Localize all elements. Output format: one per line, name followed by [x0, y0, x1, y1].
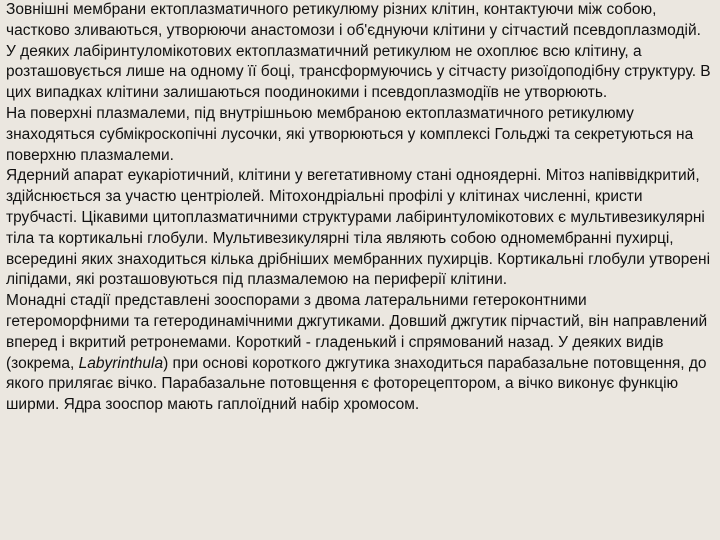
genus-name-italic: Labyrinthula — [78, 354, 164, 372]
paragraph-2: На поверхні плазмалеми, під внутрішньою мембраною ектоплазматичного ретикулюму знаходяться субмікроскопічні лусочки, які утворюються у комплексі Гольджі та секретуються на поверхню плазмалеми. — [6, 104, 694, 164]
paragraph-1: Зовнішні мембрани ектоплазматичного ретикулюму різних клітин, контактуючи між собою, частково зливаються, утворюючи анастомози і об'єднуючи клітини у сітчастий псевдоплазмодій. У деяких лабіринтуломікотових ектоплазматичний ретикулюм не охоплює всю клітину, а розташовується лише на одному її боці, трансформуючись у сітчасту ризоїдоподібну структуру. В цих випадках клітини залишаються поодинокими і псевдоплазмодіїв не утворюють. — [6, 1, 711, 102]
body-text-block — [6, 0, 712, 416]
paragraph-4-start: Монадні стадії представлені зооспорами з двома латеральними гетероконтними гетероморфними та гетеродинамічними джгутиками. Довший джгутик пірчастий, він направлений вперед і вкритий ретронемами. Короткий - гладенький і спрямований назад. У деяких видів (зокрема, — [6, 292, 708, 372]
paragraph-4-end: ) при основі короткого джгутика знаходиться парабазальне потовщення, до якого прилягає вічко. Парабазальне потовщення є фоторецептором, а вічко виконує функцію ширми. Ядра зооспор мають гаплоїдний набір хромосом. — [6, 354, 707, 414]
paragraph-3: Ядерний апарат еукаріотичний, клітини у вегетативному стані одноядерні. Мітоз напіввідкритий, здійснюється за участю центріолей. Мітохондріальні профілі у клітинах численні, кристи трубчасті. Цікавими цитоплазматичними структурами лабіринтуломікотових є мультивезикулярні тіла та кортикальні глобули. Мультивезикулярні тіла являють собою одномембранні пухирці, всередині яких знаходиться кілька дрібніших мембранних пухирців. Кортикальні глобули утворені ліпідами, які розташовуються під плазмалемою на периферії клітини. — [6, 167, 711, 289]
